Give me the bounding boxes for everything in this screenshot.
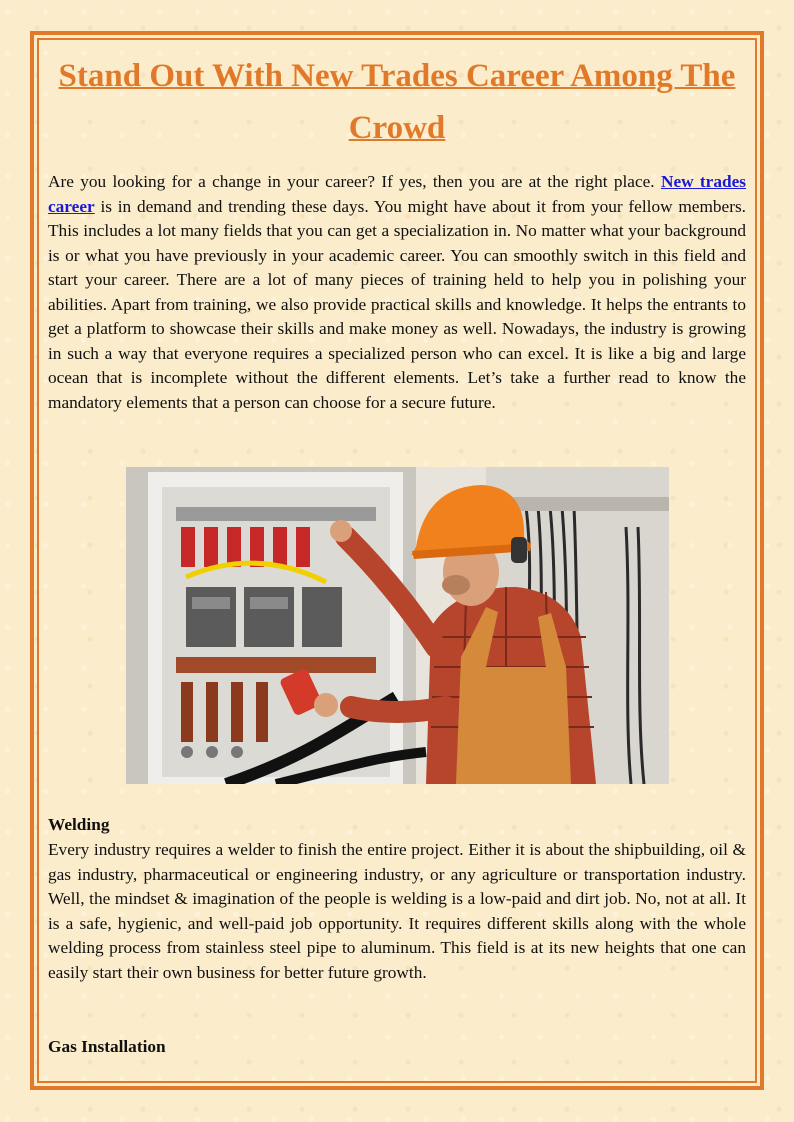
section-heading-welding: Welding [48,815,110,834]
intro-paragraph [48,170,746,415]
intro-rest: is in demand and trending these days. You might have about it from your fellow members. This includes a lot many fields that you can get a specialization in. No matter what your background is or what you have previously in your academic career. You can smoothly switch in this field and start your career. There are a lot of many pieces of training held to help you in polishing your abilities. Apart from training, we also provide practical skills and knowledge. It helps the entrants to get a platform to showcase their skills and make money as well. Nowadays, the industry is growing in such a way that everyone requires a specialized person who can excel. It is like a big and large ocean that is incomplete without the different elements. Let’s take a further read to know the mandatory elements that a person can choose for a secure future. [48,196,746,412]
electrician-photo [126,467,669,784]
intro-lead: Are you looking for a change in your career? If yes, then you are at the right place. [48,172,661,191]
new-trades-career-link[interactable]: New trades career [48,172,747,216]
page-title: Stand Out With New Trades Career Among The Crowd [58,58,736,146]
section-body-welding: Every industry requires a welder to finish the entire project. Either it is about the shipbuilding, oil & gas industry, pharmaceutical or engineering industry, or any agriculture or transportation industry. Well, the mindset & imagination of the people is welding is a low-paid and dirt job. No, not at all. It is a safe, hygienic, and well-paid job opportunity. It requires different skills along with the whole welding process from stainless steel pipe to aluminum. This field is at its new heights that one can easily start their own business for better future growth. [48,840,746,982]
section-heading-gas-installation: Gas Installation [48,1037,166,1056]
